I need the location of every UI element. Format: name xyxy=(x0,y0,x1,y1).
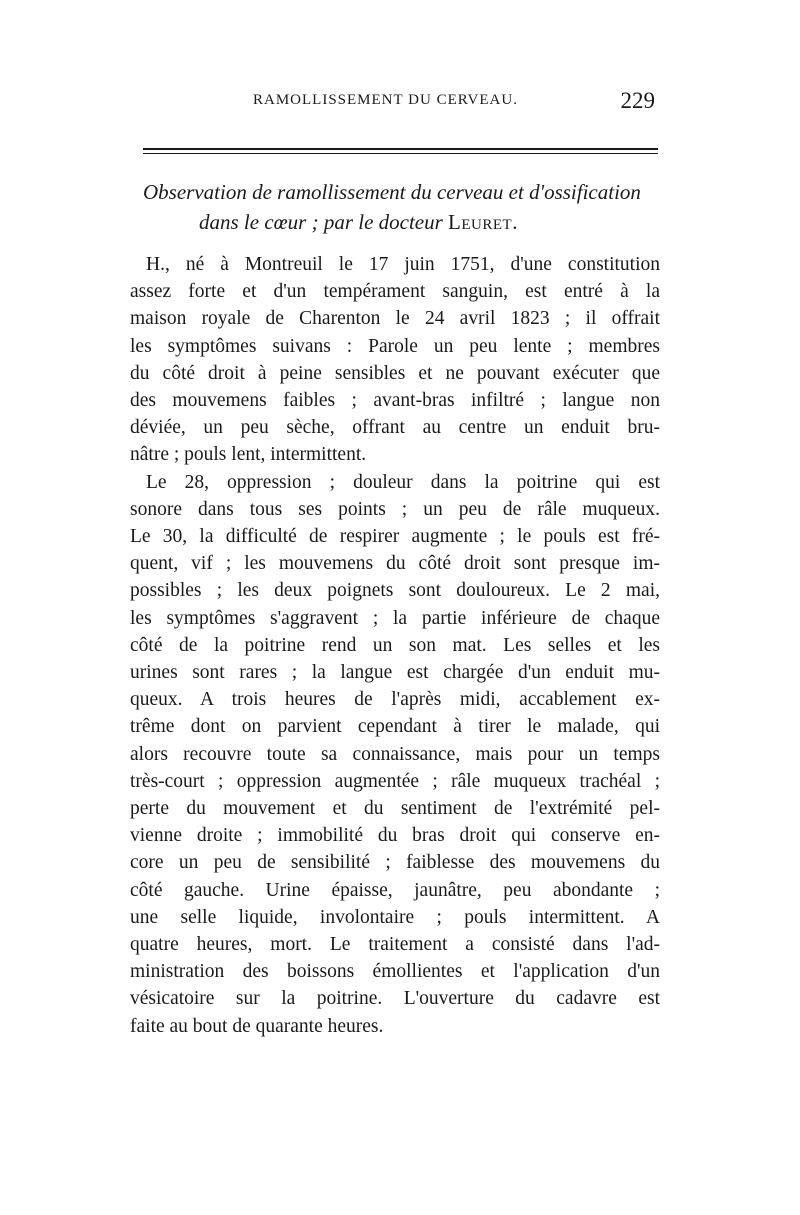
text-line: maison royale de Charenton le 24 avril 1823 ; il offrait xyxy=(130,308,660,330)
text-line: core un peu de sensibilité ; faiblesse des mouvemens du xyxy=(130,852,660,874)
header-rule-bottom xyxy=(143,153,658,154)
header-rule-top xyxy=(143,148,658,150)
text-line: ministration des boissons émollientes et l'application d'un xyxy=(130,961,660,983)
text-line: vienne droite ; immobilité du bras droit qui conserve en- xyxy=(130,825,660,847)
running-head xyxy=(143,88,655,118)
section-heading xyxy=(143,177,658,237)
text-line: très-court ; oppression augmentée ; râle muqueux trachéal ; xyxy=(130,770,660,792)
heading-line-1: Observation de ramollissement du cerveau et d'ossification xyxy=(143,180,641,204)
text-line: Le 30, la difficulté de respirer augmente ; le pouls est fré- xyxy=(130,526,660,548)
text-line: quent, vif ; les mouvemens du côté droit sont presque im- xyxy=(130,553,660,575)
text-line: alors recouvre toute sa connaissance, mais pour un temps xyxy=(130,743,660,765)
text-line: Le 28, oppression ; douleur dans la poitrine qui est xyxy=(146,471,660,493)
text-line: quatre heures, mort. Le traitement a consisté dans l'ad- xyxy=(130,934,660,956)
text-line: vésicatoire sur la poitrine. L'ouverture du cadavre est xyxy=(130,988,660,1010)
text-line: sonore dans tous ses points ; un peu de râle muqueux. xyxy=(130,498,660,520)
text-line: perte du mouvement et du sentiment de l'extrémité pel- xyxy=(130,798,660,820)
text-line: nâtre ; pouls lent, intermittent. xyxy=(130,444,367,466)
text-line: H., né à Montreuil le 17 juin 1751, d'une constitution xyxy=(146,254,660,275)
text-line: trême dont on parvient cependant à tirer le malade, qui xyxy=(130,716,660,738)
text-line: les symptômes suivans : Parole un peu lente ; membres xyxy=(130,335,660,357)
text-line: possibles ; les deux poignets sont douloureux. Le 2 mai, xyxy=(130,580,660,602)
text-line: des mouvemens faibles ; avant-bras infiltré ; langue non xyxy=(130,390,660,412)
text-line: déviée, un peu sèche, offrant au centre un enduit bru- xyxy=(130,417,660,439)
author-name: Leuret. xyxy=(448,210,518,234)
body-text xyxy=(130,251,660,1040)
text-line: urines sont rares ; la langue est chargée d'un enduit mu- xyxy=(130,662,660,684)
text-line: du côté droit à peine sensibles et ne pouvant exécuter que xyxy=(130,362,660,384)
heading-line-2 xyxy=(143,207,658,237)
heading-line-2-text: dans le cœur ; par le docteur xyxy=(199,210,443,234)
text-line: côté de la poitrine rend un son mat. Les selles et les xyxy=(130,634,660,656)
text-line: faite au bout de quarante heures. xyxy=(130,1015,384,1037)
text-line: les symptômes s'aggravent ; la partie inférieure de chaque xyxy=(130,607,660,629)
text-line: une selle liquide, involontaire ; pouls intermittent. A xyxy=(130,906,660,928)
text-line: queux. A trois heures de l'après midi, accablement ex- xyxy=(130,689,660,711)
running-title: RAMOLLISSEMENT DU CERVEAU. xyxy=(253,92,518,108)
page-number: 229 xyxy=(620,88,655,113)
text-line: assez forte et d'un tempérament sanguin, est entré à la xyxy=(130,281,660,303)
text-line: côté gauche. Urine épaisse, jaunâtre, peu abondante ; xyxy=(130,879,660,901)
